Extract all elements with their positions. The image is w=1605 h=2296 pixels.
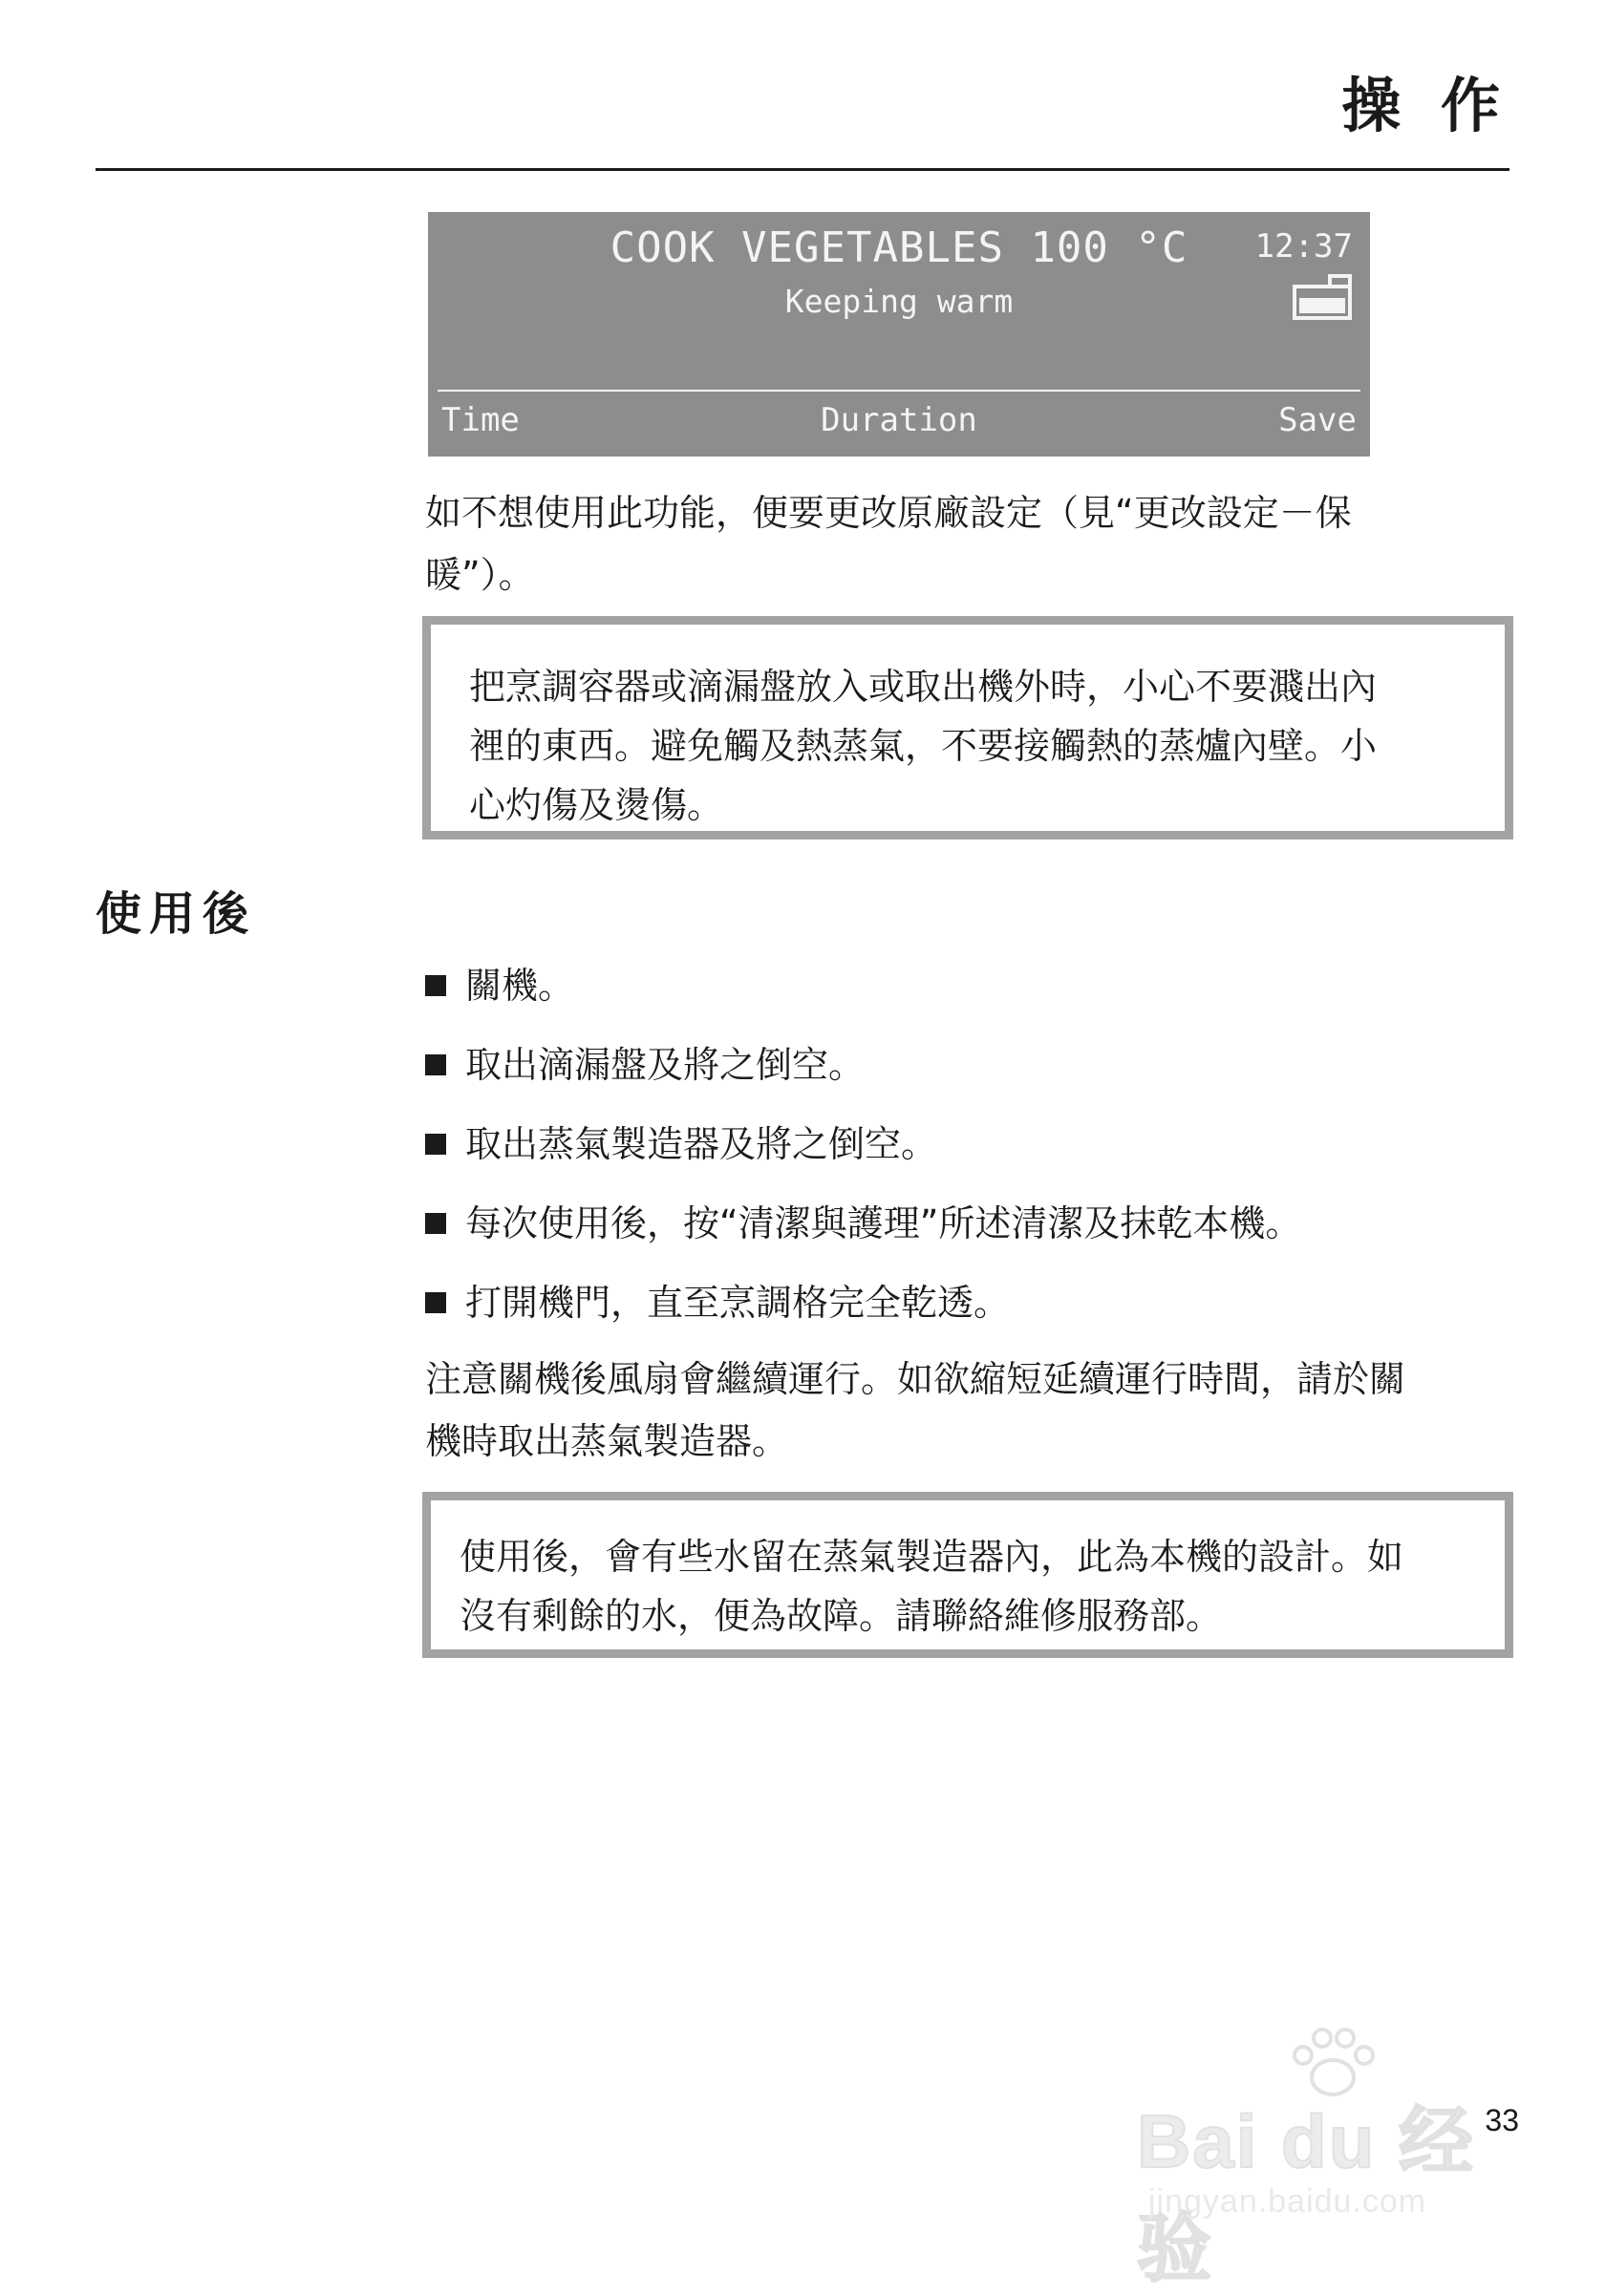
step-text: 關機。: [465, 964, 575, 1007]
warning-line: 心灼傷及燙傷。: [469, 784, 724, 826]
bullet-square-icon: [425, 1213, 446, 1234]
step-text: 打開機門，直至烹調格完全乾透。: [465, 1281, 1011, 1324]
info-line: 沒有剩餘的水，便為故障。請聯絡維修服務部。: [460, 1595, 1223, 1637]
softkey-time[interactable]: Time: [441, 401, 520, 439]
step-text: 取出蒸氣製造器及將之倒空。: [465, 1122, 938, 1165]
section-title: 使用後: [96, 887, 257, 941]
note-line: 注意關機後風扇會繼續運行。如欲縮短延續運行時間，請於關: [425, 1358, 1406, 1400]
info-line: 使用後，會有些水留在蒸氣製造器內，此為本機的設計。如: [460, 1536, 1404, 1578]
intro-line: 暖”）。: [425, 554, 535, 596]
list-item: [425, 1104, 1514, 1183]
watermark-url: jingyan.baidu.com: [1148, 2183, 1427, 2220]
list-item: [425, 1183, 1514, 1263]
intro-line: 如不想使用此功能，便要更改原廠設定（見“更改設定－保: [425, 492, 1352, 534]
list-item: [425, 946, 1514, 1025]
oven-display: [428, 212, 1370, 457]
watermark-logo: Bai du 经验: [1137, 2099, 1476, 2290]
bullet-square-icon: [425, 1054, 446, 1075]
softkey-duration[interactable]: Duration: [821, 401, 977, 439]
intro-paragraph: [425, 482, 1514, 606]
warning-line: 把烹調容器或滴漏盤放入或取出機外時，小心不要濺出內: [469, 666, 1378, 708]
display-status-line: Keeping warm: [784, 283, 1014, 320]
list-item: [425, 1263, 1514, 1342]
page-title: 操 作: [1341, 71, 1509, 140]
bullet-square-icon: [425, 1134, 446, 1155]
keep-warm-icon: [1292, 273, 1353, 321]
warning-line: 裡的東西。避免觸及熱蒸氣，不要接觸熱的蒸爐內壁。小: [469, 725, 1378, 767]
page-number: 33: [1485, 2103, 1519, 2137]
bullet-square-icon: [425, 1292, 446, 1313]
warning-box: [422, 616, 1513, 840]
display-divider: [438, 390, 1360, 392]
note-paragraph: [425, 1349, 1514, 1473]
step-text: 取出滴漏盤及將之倒空。: [465, 1043, 866, 1086]
note-line: 機時取出蒸氣製造器。: [425, 1420, 789, 1462]
info-box: [422, 1492, 1513, 1658]
steps-list: [425, 946, 1514, 1342]
list-item: [425, 1025, 1514, 1104]
step-text: 每次使用後，按“清潔與護理”所述清潔及抹乾本機。: [465, 1201, 1302, 1244]
bullet-square-icon: [425, 975, 446, 996]
display-program-line: COOK VEGETABLES 100 °C: [610, 223, 1188, 272]
softkey-save[interactable]: Save: [1278, 401, 1357, 439]
baidu-watermark: [1137, 2025, 1538, 2290]
header-divider: [96, 168, 1509, 171]
display-clock: 12:37: [1254, 227, 1353, 266]
